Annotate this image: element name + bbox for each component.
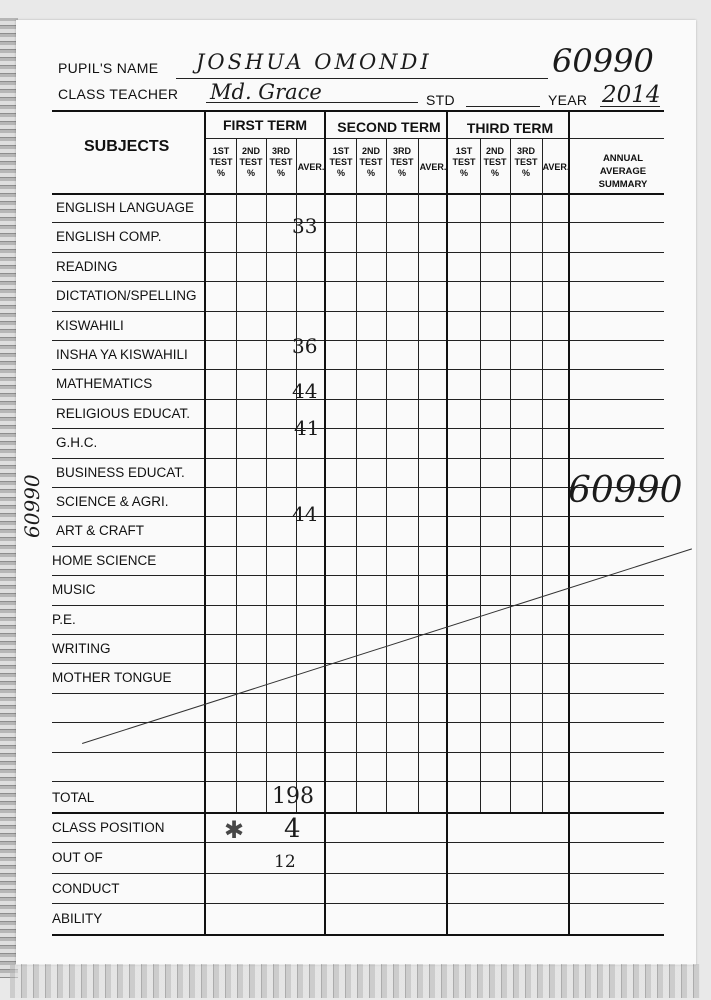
test-column-header-line: %: [490, 168, 499, 178]
footer-row-line: [52, 842, 664, 843]
footer-row-line: [52, 873, 664, 874]
subject-label: SCIENCE & AGRI.: [56, 494, 169, 509]
footer-row-label: OUT OF: [52, 850, 103, 866]
table-bottom-border: [52, 934, 664, 936]
test-column-header-line: 1ST: [332, 146, 350, 156]
test-column-header-line: 2ND: [485, 146, 504, 156]
annual-line-3: SUMMARY: [598, 179, 648, 190]
row-line: [52, 781, 664, 782]
test-column-header-line: 1ST: [455, 146, 473, 156]
subject-label: MOTHER TONGUE: [52, 670, 172, 686]
test-column-header-line: TEST: [514, 157, 538, 167]
row-line: [52, 693, 664, 694]
score-insha-ya-kiswahili: 36: [292, 334, 318, 358]
test-column-header-line: TEST: [390, 157, 414, 167]
test-column-header-line: %: [336, 168, 345, 178]
score-out-of: 12: [274, 852, 296, 872]
score-mathematics: 44: [292, 379, 318, 403]
test-column-header-line: TEST: [483, 157, 507, 167]
row-line: [52, 634, 664, 635]
test-column-divider: [386, 138, 387, 812]
pupil-name-value: JOSHUA OMONDI: [196, 50, 432, 74]
average-column-header: AVER.: [297, 162, 325, 172]
std-label: STD: [426, 92, 455, 108]
test-column-header-line: TEST: [209, 157, 233, 167]
pupil-name-line: [176, 78, 548, 79]
score-total: 198: [272, 784, 314, 809]
test-column-header: [480, 146, 510, 179]
row-line: [52, 663, 664, 664]
score-ghc: 41: [294, 416, 320, 440]
subject-label: HOME SCIENCE: [52, 552, 157, 568]
subject-label: KISWAHILI: [56, 317, 124, 333]
test-column-header: [266, 146, 296, 179]
subject-label: G.H.C.: [56, 435, 98, 451]
test-column-header-line: TEST: [239, 157, 263, 167]
table-top-border: [52, 110, 664, 112]
row-line: [52, 546, 664, 547]
class-teacher-label: CLASS TEACHER: [58, 86, 179, 102]
subject-label: BUSINESS EDUCAT.: [56, 464, 185, 480]
subject-label: MUSIC: [52, 582, 96, 598]
year-value: 2014: [602, 82, 661, 108]
test-column-header-line: 3RD: [392, 146, 411, 156]
row-line: [52, 575, 664, 576]
first-term-heading: FIRST TERM: [223, 117, 307, 133]
row-line: [52, 516, 664, 517]
row-line: [52, 311, 664, 312]
row-line: [52, 369, 664, 370]
test-column-header-line: %: [276, 168, 285, 178]
subject-label: RELIGIOUS EDUCAT.: [56, 405, 191, 421]
test-column-header-line: 3RD: [271, 146, 290, 156]
row-line: [52, 222, 664, 223]
average-column-header: AVER.: [419, 162, 447, 172]
annual-average-summary-heading: [578, 152, 668, 191]
subject-label: ENGLISH COMP.: [56, 229, 162, 245]
bottom-binding-edge: [10, 964, 700, 998]
row-line: [52, 399, 664, 400]
subjects-heading: SUBJECTS: [84, 138, 170, 155]
test-column-header-line: %: [216, 168, 225, 178]
subject-label: MATHEMATICS: [56, 376, 153, 392]
test-column-header-line: TEST: [329, 157, 353, 167]
footer-row-label: CONDUCT: [52, 880, 120, 896]
test-column-header: [386, 146, 418, 179]
subject-label: DICTATION/SPELLING: [56, 288, 197, 304]
subject-label: WRITING: [52, 641, 111, 656]
row-line: [52, 458, 664, 459]
footer-row-label: CLASS POSITION: [52, 820, 165, 835]
footer-row-line: [52, 903, 664, 904]
subject-label: ENGLISH LANGUAGE: [56, 200, 195, 215]
footer-row-label: ABILITY: [52, 911, 103, 927]
score-english-comp: 33: [292, 214, 318, 238]
test-column-header-line: TEST: [359, 157, 383, 167]
third-term-heading: THIRD TERM: [466, 120, 554, 136]
test-column-header-line: %: [521, 168, 530, 178]
test-column-divider: [542, 138, 543, 812]
test-column-header-line: %: [459, 168, 468, 178]
test-column-header: [448, 146, 480, 179]
term-title-underline: [206, 138, 664, 139]
test-column-header-line: 3RD: [516, 146, 535, 156]
test-column-header-line: 2ND: [361, 146, 380, 156]
subjects-column-divider: [204, 110, 206, 934]
margin-note: 60990: [20, 474, 44, 538]
test-column-header-line: TEST: [452, 157, 476, 167]
test-column-divider: [510, 138, 511, 812]
term-2-divider: [446, 110, 448, 934]
annual-summary-note: 60990: [568, 470, 683, 511]
test-column-header: [356, 146, 386, 179]
scribble-mark: ✱: [224, 816, 245, 844]
second-term-heading: SECOND TERM: [337, 119, 441, 135]
subject-label: ART & CRAFT: [56, 523, 145, 539]
average-column-header: AVER.: [542, 162, 570, 172]
header-bottom-border: [52, 193, 664, 195]
row-line: [52, 428, 664, 429]
score-class-position: 4: [284, 814, 301, 844]
row-line: [52, 340, 664, 341]
test-column-header-line: %: [246, 168, 255, 178]
subject-label: READING: [56, 258, 118, 274]
test-column-divider: [356, 138, 357, 812]
test-column-divider: [266, 138, 267, 812]
subject-label: INSHA YA KISWAHILI: [56, 347, 188, 362]
row-line: [52, 252, 664, 253]
class-teacher-value: Md. Grace: [210, 80, 322, 104]
test-column-divider: [296, 138, 297, 812]
row-line: [52, 752, 664, 753]
footer-row-label: TOTAL: [52, 790, 95, 805]
test-column-header-line: 1ST: [212, 146, 230, 156]
test-column-divider: [480, 138, 481, 812]
test-column-header-line: TEST: [269, 157, 293, 167]
test-column-divider: [418, 138, 419, 812]
test-column-header-line: 2ND: [241, 146, 260, 156]
term-1-divider: [324, 110, 326, 934]
reference-number: 60990: [552, 42, 654, 80]
test-column-header: [236, 146, 266, 179]
annual-line-2: AVERAGE: [599, 166, 647, 177]
annual-line-1: ANNUAL: [602, 153, 644, 164]
year-label: YEAR: [548, 92, 588, 108]
std-line: [466, 106, 540, 107]
term-3-divider: [568, 110, 570, 934]
row-line: [52, 605, 664, 606]
test-column-header: [510, 146, 542, 179]
test-column-header: [326, 146, 356, 179]
test-column-header-line: %: [397, 168, 406, 178]
test-column-header-line: %: [366, 168, 375, 178]
footer-top-border: [52, 812, 664, 814]
subject-label: P.E.: [52, 611, 76, 627]
test-column-header: [206, 146, 236, 179]
pupil-name-label: PUPIL'S NAME: [58, 60, 159, 76]
score-science-agri: 44: [292, 502, 318, 526]
row-line: [52, 281, 664, 282]
test-column-divider: [236, 138, 237, 812]
